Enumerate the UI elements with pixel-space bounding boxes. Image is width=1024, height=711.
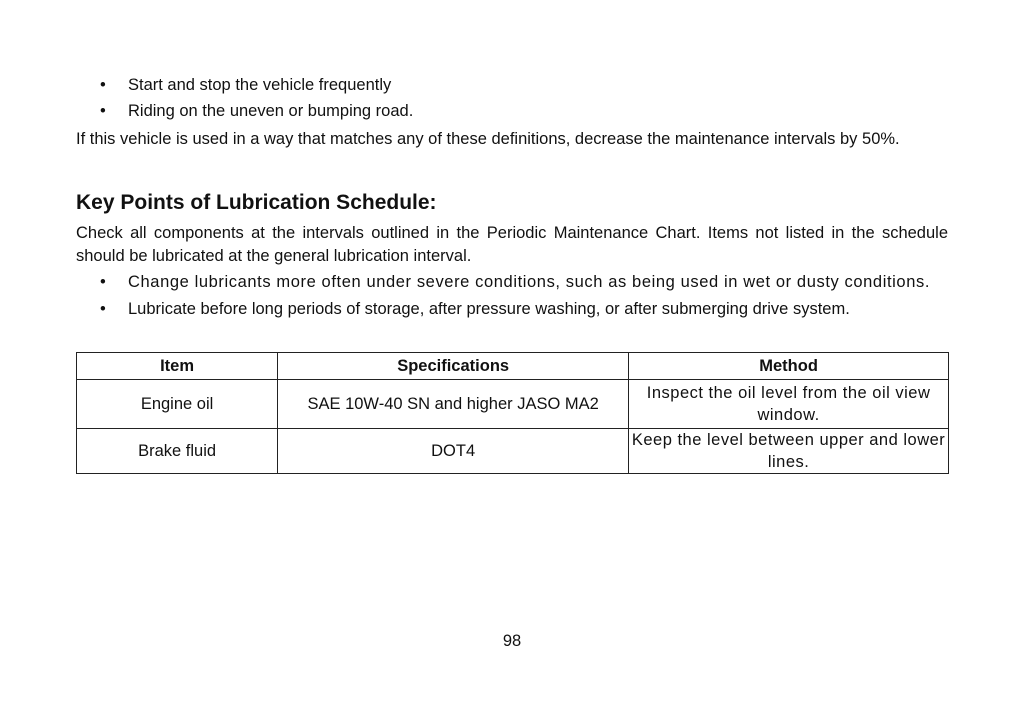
column-header-method: Method	[629, 353, 949, 380]
table-header-row	[77, 353, 949, 380]
bullet-text: Lubricate before long periods of storage, after pressure washing, or after submerging drive system.	[128, 300, 850, 318]
list-item	[76, 100, 948, 122]
list-item	[76, 271, 948, 293]
column-header-item: Item	[77, 353, 278, 380]
list-item	[76, 74, 948, 96]
table-row	[77, 380, 949, 429]
lubrication-list	[76, 271, 948, 325]
cell-item: Brake fluid	[77, 429, 278, 474]
cell-item: Engine oil	[77, 380, 278, 429]
list-item	[76, 298, 948, 320]
severe-conditions-list	[76, 74, 948, 126]
bullet-icon: •	[100, 102, 106, 120]
page-number: 98	[502, 632, 522, 650]
bullet-text: Start and stop the vehicle frequently	[128, 76, 392, 94]
cell-spec: SAE 10W-40 SN and higher JASO MA2	[278, 380, 629, 429]
bullet-icon: •	[100, 76, 106, 94]
column-header-specifications: Specifications	[278, 353, 629, 380]
table-row	[77, 429, 949, 474]
bullet-icon: •	[100, 273, 107, 291]
bullet-text: Riding on the uneven or bumping road.	[128, 102, 414, 120]
lubrication-intro: Check all components at the intervals outlined in the Periodic Maintenance Chart. Items not listed in the schedule should be lubricated at the general lubrication interval.	[76, 224, 948, 265]
lubrication-table	[76, 352, 949, 474]
bullet-text: Change lubricants more often under severe conditions, such as being used in wet or dusty conditions.	[128, 273, 931, 291]
section-heading: Key Points of Lubrication Schedule:	[76, 191, 437, 214]
cell-spec: DOT4	[278, 429, 629, 474]
cell-method: Keep the level between upper and lower lines.	[629, 429, 949, 474]
bullet-icon: •	[100, 300, 106, 318]
maintenance-interval-note: If this vehicle is used in a way that matches any of these definitions, decrease the maintenance intervals by 50%.	[76, 130, 900, 148]
cell-method: Inspect the oil level from the oil view window.	[629, 380, 949, 429]
